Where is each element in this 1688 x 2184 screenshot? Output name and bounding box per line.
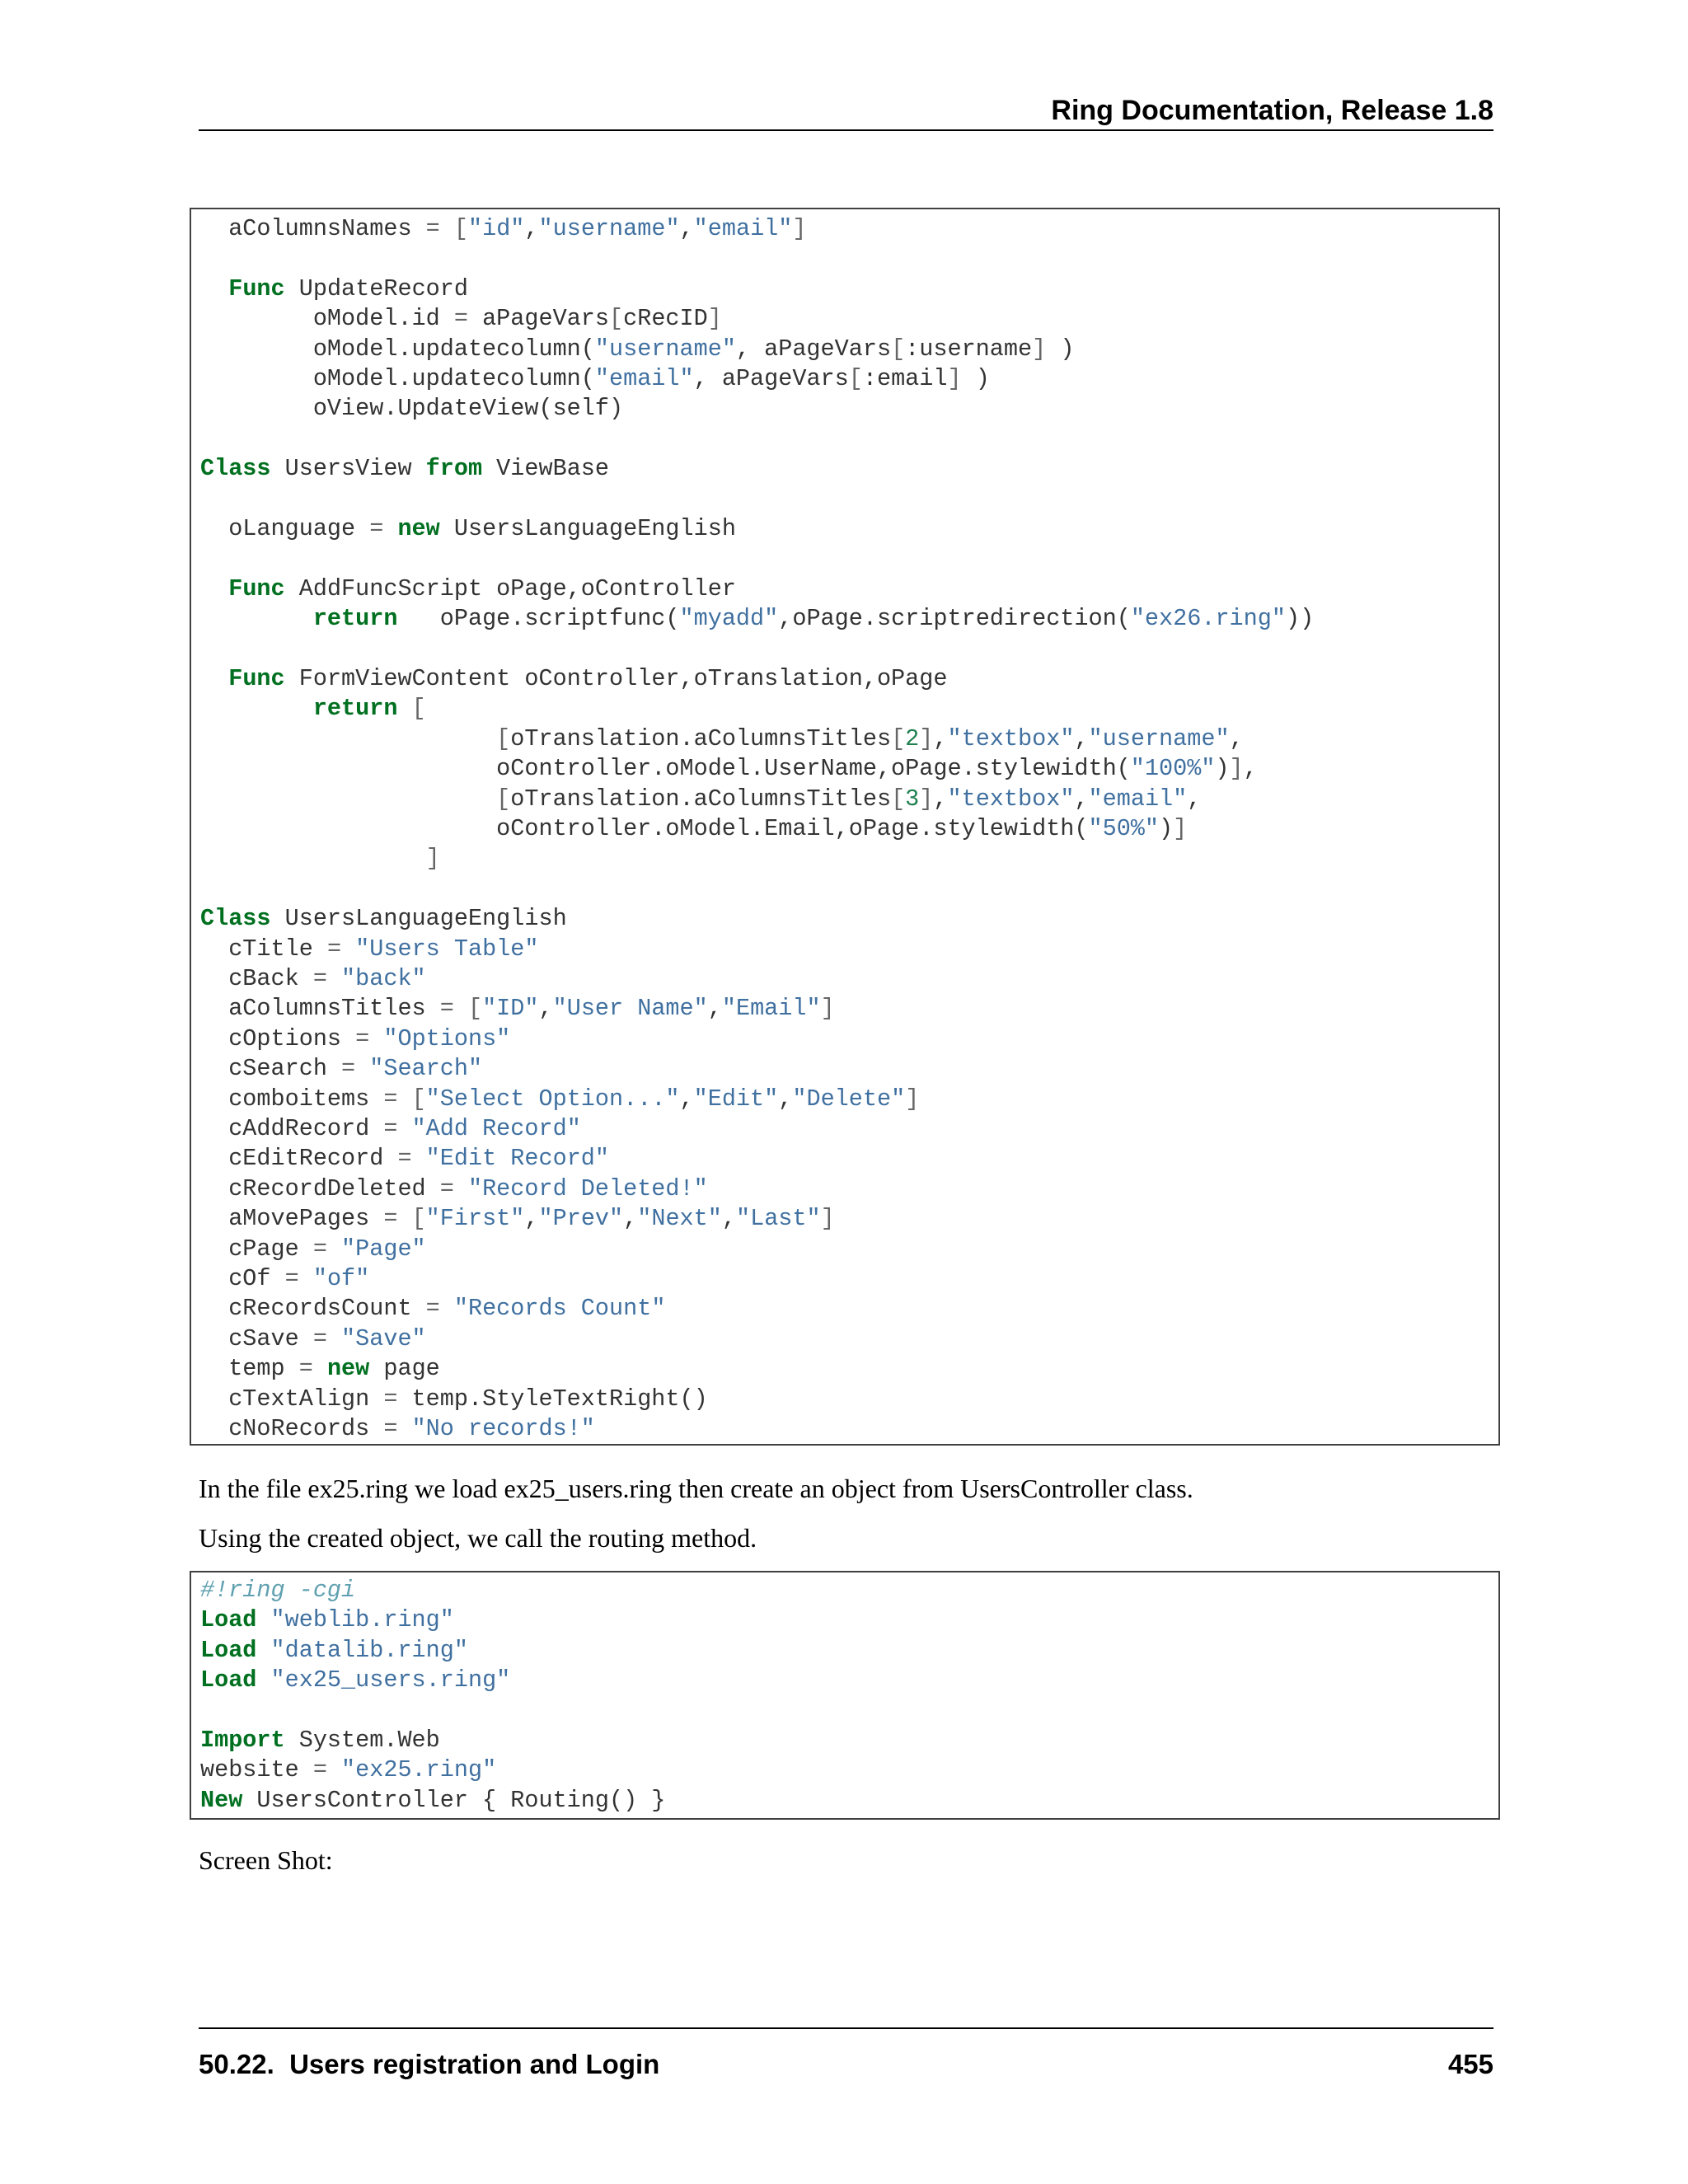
code-token: oTranslation.aColumnsTitles [510,785,892,813]
code-token: "username" [594,335,736,363]
code-token: oModel.updatecolumn( [200,335,595,363]
code-token [200,695,313,722]
code-token: "email" [693,215,793,242]
code-token [327,1756,341,1783]
code-line [200,454,609,484]
code-token: , [1243,755,1258,783]
code-line [200,274,468,304]
code-token: = [425,215,440,242]
code-token: "Users Table" [355,935,539,963]
code-token: "Page" [341,1235,426,1263]
code-token: cOf [200,1265,285,1292]
footer-rule [199,2027,1493,2029]
code-token: "myadd" [679,605,779,633]
code-token [397,1085,411,1113]
code-token [397,1415,411,1442]
code-token: oTranslation.aColumnsTitles [510,724,892,752]
code-line [200,754,1258,784]
code-line [200,785,1201,814]
code-token: "email" [594,365,694,392]
code-line [200,724,1244,754]
code-token: = [383,1385,398,1413]
code-token: AddFuncScript oPage,oController [284,574,736,602]
code-token: cTextAlign [200,1385,384,1413]
code-token: cSearch [200,1055,342,1083]
code-token: "back" [341,965,426,992]
code-token [327,1235,341,1263]
code-token: [ [496,724,511,752]
code-token: oPage.scriptfunc( [397,605,680,633]
code-token: ,oPage.scriptredirection( [778,605,1131,633]
code-token: ] [1229,755,1244,783]
code-token: cSave [200,1324,313,1352]
code-line [200,1054,482,1084]
code-token: "Delete" [792,1085,906,1113]
code-token: [ [891,335,906,363]
code-token: ) [1215,755,1230,783]
code-token [440,1295,454,1322]
code-token: ] [905,1085,920,1113]
code-token [200,605,313,632]
code-token: Class [200,905,271,933]
code-token: = [298,1355,313,1383]
code-token: "datalib.ring" [270,1636,468,1664]
code-token: ] [820,1205,835,1233]
code-token: = [312,1756,327,1784]
footer-page-number: 455 [1447,2049,1493,2079]
code-token: [ [609,305,624,333]
code-token: aMovePages [200,1205,384,1233]
code-token: return [312,605,398,633]
code-line [200,994,835,1024]
code-line [200,335,1074,364]
code-token: "Options" [383,1024,511,1052]
code-token: = [312,1235,327,1263]
code-token: = [453,305,468,333]
code-token [369,1025,383,1052]
code-token: return [312,695,398,723]
code-line [200,1666,510,1695]
code-token: = [326,935,342,963]
code-line [200,304,722,334]
code-token: ] [947,365,962,392]
code-token: website [200,1756,313,1784]
footer-section-title: 50.22. Users registration and Login [199,2049,660,2079]
code-line [200,1114,581,1144]
code-token: aColumnsNames [200,215,426,242]
code-token: , [1229,724,1244,752]
code-token [397,695,411,722]
code-line [200,935,539,964]
code-token [200,845,426,872]
code-line [200,1264,369,1294]
code-token: "ex25.ring" [341,1756,497,1784]
code-token: [ [496,785,511,813]
code-token: cRecordsCount [200,1295,426,1323]
code-token: = [369,515,384,542]
code-token: FormViewContent oController,oTranslation,oPage [284,665,948,692]
code-token: oModel.updatecolumn( [200,365,595,392]
code-token: = [383,1415,398,1442]
code-line [200,1605,454,1635]
code-line [200,214,807,244]
code-line [200,664,947,694]
code-token: , [679,215,694,242]
code-token [383,515,397,542]
header-rule [199,129,1493,131]
code-token [355,1055,369,1082]
code-token: oLanguage [200,515,370,542]
code-token: new [397,515,440,542]
code-token: [ [411,695,426,723]
code-token: ] [707,305,722,333]
code-token: [ [411,1205,426,1233]
code-token: [ [891,785,906,813]
code-token [256,1637,270,1664]
code-block-ex25-ring [190,1571,1500,1820]
code-token [313,1355,327,1382]
paragraph-screen-shot-label: Screen Shot: [199,1845,333,1875]
code-token [200,275,228,302]
code-line [200,904,567,934]
code-line [200,964,426,994]
code-token: comboitems [200,1085,384,1113]
code-line [200,1385,708,1414]
code-token: "No records!" [411,1415,595,1442]
code-token: cRecID [623,305,708,333]
code-token: "of" [312,1265,370,1292]
code-token [327,1325,341,1352]
code-line [200,844,440,874]
code-line [200,1024,510,1054]
code-token: , aPageVars [735,335,892,363]
code-token [397,1205,411,1232]
code-token [200,665,228,692]
code-token [200,785,496,813]
code-token: System.Web [284,1727,440,1754]
code-token: "Edit Record" [425,1145,610,1173]
code-token [397,1115,411,1142]
code-token: "100%" [1130,755,1216,783]
code-token: , [1074,724,1089,752]
code-token: , [524,1205,539,1233]
code-token: "Edit" [693,1085,779,1113]
code-line [200,1576,355,1605]
code-token: "Select Option..." [425,1085,680,1113]
code-token: page [369,1355,440,1383]
code-line [200,574,736,604]
code-line [200,1174,708,1204]
code-token [341,935,355,963]
code-line [200,604,1314,634]
code-token: Class [200,455,271,483]
running-header-title: Ring Documentation, Release 1.8 [1051,95,1493,126]
code-token: [ [453,215,468,242]
code-token: [ [848,365,863,392]
code-token: ) [961,365,990,392]
code-token: [ [411,1085,426,1113]
code-token: cTitle [200,935,327,963]
code-token: = [397,1145,412,1173]
code-token: "Prev" [538,1205,624,1233]
code-token: = [355,1024,370,1052]
code-token: )) [1285,605,1315,633]
code-token: UsersLanguageEnglish [439,515,736,542]
code-token: [ [891,724,906,752]
code-token: cPage [200,1235,313,1263]
code-line [200,1144,609,1174]
code-token: ViewBase [482,455,610,483]
code-token: [ [467,995,483,1023]
code-token: , [538,995,553,1023]
code-token: 3 [905,785,920,813]
code-token: ] [919,785,934,813]
code-token: = [439,995,454,1023]
code-token: ] [425,845,440,873]
code-token: "Email" [721,995,821,1023]
code-line [200,1235,426,1264]
code-token: cBack [200,965,313,992]
code-token [440,215,454,242]
code-token: , [778,1085,793,1113]
code-token: = [312,1324,327,1352]
code-token: , [1187,785,1202,813]
code-line [200,1294,665,1324]
code-token [200,725,496,752]
code-token: New [200,1786,243,1814]
code-line [200,1354,440,1384]
code-token: = [312,965,327,992]
code-token: from [425,455,483,483]
code-token: "Search" [369,1055,483,1083]
code-token: , [933,724,948,752]
code-token: = [383,1205,398,1233]
code-token: cEditRecord [200,1145,398,1173]
code-token [454,995,468,1022]
code-token: "id" [467,215,525,242]
code-token: oController.oModel.UserName,oPage.stylewidth( [200,755,1131,783]
code-token: Load [200,1636,257,1664]
code-token: , [1074,785,1089,813]
paragraph-load-description: In the file ex25.ring we load ex25_users.ring then create an object from UsersController class. [199,1474,1193,1503]
code-token [256,1606,270,1633]
code-token [454,1175,468,1202]
code-token: "First" [425,1205,525,1233]
code-token: = [425,1295,440,1323]
code-token: "ID" [482,995,539,1023]
code-token: Func [228,274,285,302]
code-token: "Record Deleted!" [467,1174,708,1202]
code-token: ) [1046,335,1075,363]
code-token: "ex26.ring" [1130,605,1286,633]
code-token: "Next" [637,1205,722,1233]
code-token: "email" [1088,785,1188,813]
code-token [299,1265,313,1292]
code-token: = [341,1055,356,1083]
code-line [200,1755,496,1785]
code-line [200,694,426,724]
code-token [412,1145,426,1172]
code-token: :username [905,335,1033,363]
code-token: 2 [905,724,920,752]
code-token: "50%" [1088,815,1159,842]
code-token: "textbox" [947,724,1075,752]
code-token: Load [200,1606,257,1634]
code-token: , [679,1085,694,1113]
code-token: aColumnsTitles [200,995,440,1023]
code-token: ) [1159,815,1174,842]
code-token: Load [200,1666,257,1694]
code-line [200,1204,835,1234]
code-token: oModel.id [200,305,454,333]
code-token: cOptions [200,1024,356,1052]
paragraph-routing-description: Using the created object, we call the routing method. [199,1523,757,1553]
code-line [200,1414,595,1444]
code-token: "ex25_users.ring" [270,1666,511,1694]
code-token: UpdateRecord [284,274,468,302]
code-token [327,965,341,992]
code-token: "textbox" [947,785,1075,813]
code-line [200,1726,440,1755]
code-token: = [383,1085,398,1113]
code-token: "Records Count" [453,1295,666,1323]
code-token: ] [1032,335,1047,363]
code-token: ] [820,995,835,1023]
code-line [200,1786,665,1816]
code-token: , [524,215,539,242]
code-token: "Last" [735,1205,821,1233]
code-line [200,394,623,424]
code-token: Import [200,1727,285,1754]
code-block-users-view [190,208,1500,1446]
code-token [200,575,228,602]
code-token: , [721,1205,736,1233]
code-token: aPageVars [467,305,609,333]
code-token: UsersLanguageEnglish [270,905,567,933]
code-line [200,1636,468,1666]
code-token: ] [792,215,807,242]
code-token: oController.oModel.Email,oPage.stylewidth( [200,815,1089,842]
code-token: temp.StyleTextRight() [397,1385,708,1413]
code-token [256,1666,270,1694]
code-token: cRecordDeleted [200,1174,440,1202]
code-token: , [623,1205,638,1233]
code-token: "Add Record" [411,1115,581,1142]
code-token: "User Name" [552,995,708,1023]
code-token: , [707,995,722,1023]
code-token: ] [1173,815,1188,842]
code-line [200,1324,426,1354]
code-token: "Save" [341,1324,426,1352]
code-token: cNoRecords [200,1415,384,1442]
code-line [200,814,1187,844]
code-token: , aPageVars [693,365,849,392]
code-token: = [284,1265,299,1292]
code-token: UsersView [270,455,426,483]
code-token: UsersController { Routing() } [242,1786,666,1814]
code-token: = [383,1115,398,1142]
code-token: new [326,1355,370,1383]
code-token: "username" [1088,724,1230,752]
code-token: , [933,785,948,813]
code-line [200,364,990,394]
code-token: temp [200,1355,299,1383]
code-token: oView.UpdateView(self) [200,395,624,423]
code-token: cAddRecord [200,1115,384,1142]
code-token: #!ring -cgi [200,1577,356,1604]
code-line [200,514,736,544]
code-token: ] [919,724,934,752]
code-token: "weblib.ring" [270,1606,454,1634]
code-token: "username" [538,215,680,242]
code-token: :email [862,365,948,392]
code-line [200,1085,919,1114]
code-token: Func [228,574,285,602]
code-token: = [439,1174,454,1202]
code-token: Func [228,665,285,692]
